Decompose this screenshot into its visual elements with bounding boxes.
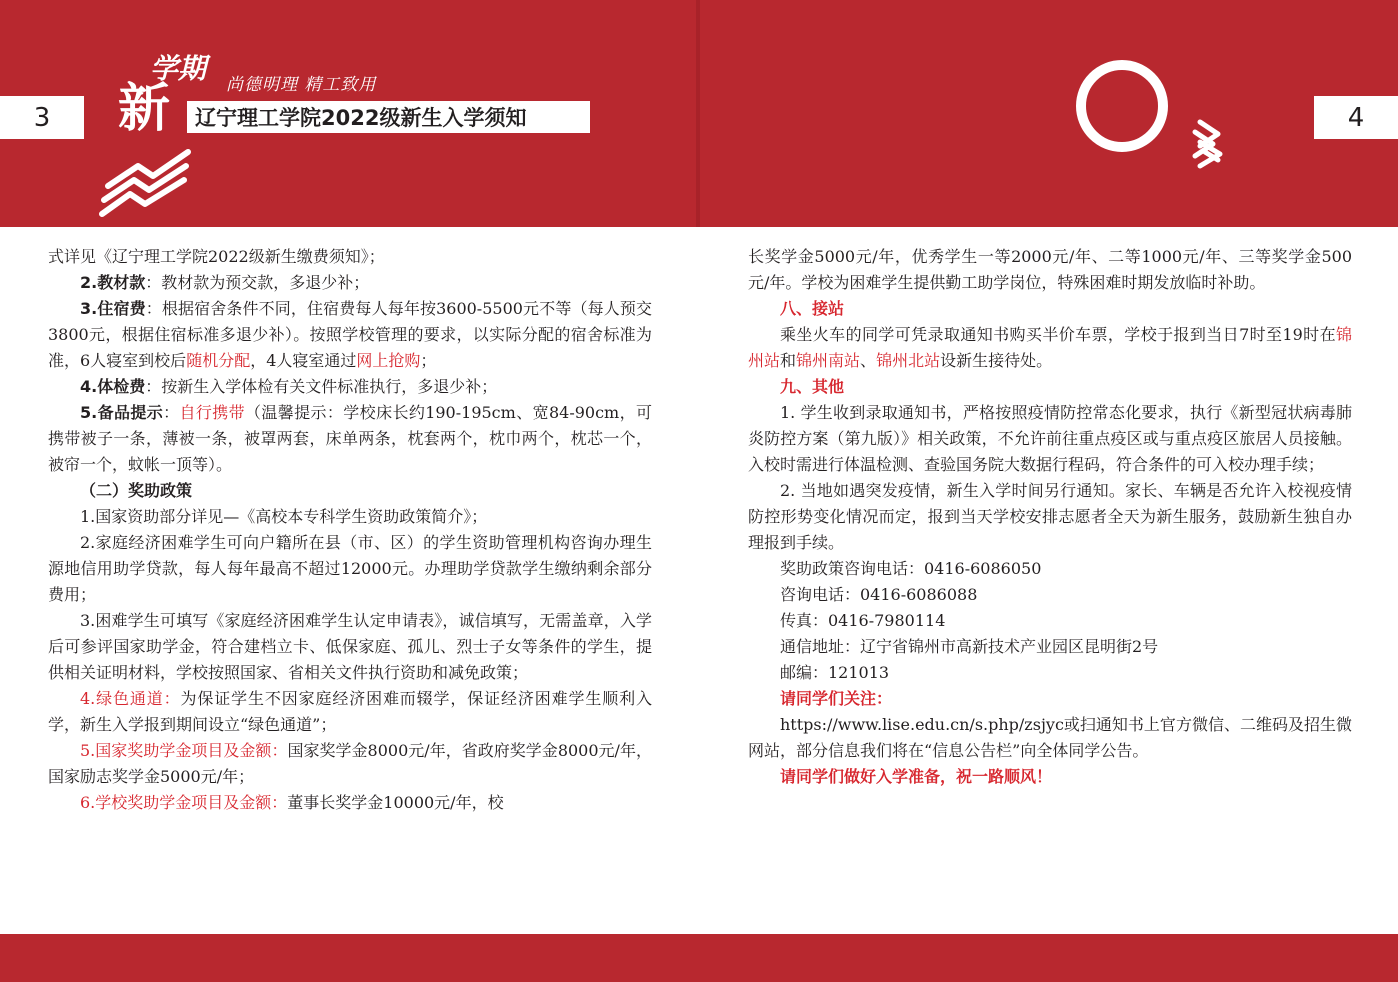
list-item: 6.学校奖助学金项目及金额：董事长奖学金10000元/年，校 [80, 793, 504, 812]
paragraph: 式详见《辽宁理工学院2022级新生缴费须知》； [48, 247, 385, 266]
list-item: 4.绿色通道：为保证学生不因家庭经济困难而辍学，保证经济困难学生顺利入学，新生入学报到期间设立“绿色通道”； [48, 689, 652, 734]
notice-heading: 请同学们关注： [780, 689, 893, 708]
contact-line: 传真：0416-7980114 [780, 611, 946, 630]
slogan: 尚德明理 精工致用 [226, 75, 377, 95]
page-number-right: 4 [1314, 96, 1398, 139]
left-column [48, 244, 652, 816]
paragraph-accommodation: 3.住宿费：根据宿舍条件不同，住宿费每人每年按3600-5500元不等（每人预交3800元，根据住宿标准多退少补）。按照学校管理的要求，以实际分配的宿舍标准为准，6人寝室到校后随机分配，4人寝室通过网上抢购； [48, 299, 652, 370]
paragraph-supplies: 5.备品提示：自行携带（温馨提示：学校床长约190-195cm、宽84-90cm，可携带被子一条，薄被一条，被罩两套，床单两条，枕套两个，枕巾两个，枕芯一个，被帘一个，蚊帐一顶等）。 [48, 403, 652, 474]
page-title: 辽宁理工学院2022级新生入学须知 [187, 101, 590, 133]
logo-char-2: 新 [118, 78, 171, 139]
list-item: 2.家庭经济困难学生可向户籍所在县（市、区）的学生资助管理机构咨询办理生源地信用助学贷款，每人每年最高不超过12000元。办理助学贷款学生缴纳剩余部分费用； [48, 533, 652, 604]
list-item: 1.国家资助部分详见—《高校本专科学生资助政策简介》； [80, 507, 488, 526]
contact-line: 咨询电话：0416-6086088 [780, 585, 978, 604]
section-heading: （二）奖助政策 [80, 481, 193, 500]
paragraph-textbook: 2.教材款：教材款为预交款，多退少补； [80, 273, 370, 292]
list-item: 3.困难学生可填写《家庭经济困难学生认定申请表》，诚信填写，无需盖章，入学后可参评国家助学金，符合建档立卡、低保家庭、孤儿、烈士子女等条件的学生，提供相关证明材料，学校按照国家、省相关文件执行资助和减免政策； [48, 611, 652, 682]
paragraph-medical: 4.体检费：按新生入学体检有关文件标准执行，多退少补； [80, 377, 498, 396]
list-item: 1. 学生收到录取通知书，严格按照疫情防控常态化要求，执行《新型冠状病毒肺炎防控方案（第九版）》相关政策，不允许前往重点疫区或与重点疫区旅居人员接触。入校时需进行体温检测、查验国务院大数据行程码，符合条件的可入校办理手续； [748, 403, 1352, 474]
list-item: 2. 当地如遇突发疫情，新生入学时间另行通知。家长、车辆是否允许入校视疫情防控形势变化情况而定，报到当天学校安排志愿者全天为新生服务，鼓励新生独自办理报到手续。 [748, 481, 1352, 552]
page-number-left: 3 [0, 96, 84, 139]
footer-band [0, 934, 1398, 982]
contact-line: 奖助政策咨询电话：0416-6086050 [780, 559, 1042, 578]
paragraph-pickup: 乘坐火车的同学可凭录取通知书购买半价车票，学校于报到当日7时至19时在锦州站和锦州南站、锦州北站设新生接待处。 [748, 325, 1352, 370]
paragraph: 长奖学金5000元/年，优秀学生一等2000元/年、二等1000元/年、三等奖学金500元/年。学校为困难学生提供勤工助学岗位，特殊困难时期发放临时补助。 [748, 247, 1352, 292]
contact-line: 邮编：121013 [780, 663, 890, 682]
logo-char-1: 学期 [150, 52, 207, 85]
contact-line: 通信地址：辽宁省锦州市高新技术产业园区昆明街2号 [780, 637, 1159, 656]
section-heading: 八、接站 [780, 299, 845, 318]
right-column [748, 244, 1352, 790]
circle-wave-decoration [1070, 60, 1220, 175]
new-semester-logo [98, 48, 207, 218]
notice-text: https://www.lise.edu.cn/s.php/zsjyc或扫通知书上官方微信、二维码及招生微网站，部分信息我们将在“信息公告栏”向全体同学公告。 [748, 715, 1352, 760]
section-heading: 九、其他 [780, 377, 845, 396]
list-item: 5.国家奖助学金项目及金额：国家奖学金8000元/年，省政府奖学金8000元/年，国家励志奖学金5000元/年； [48, 741, 652, 786]
closing-line: 请同学们做好入学准备，祝一路顺风！ [780, 767, 1053, 786]
page-fold [696, 0, 700, 227]
